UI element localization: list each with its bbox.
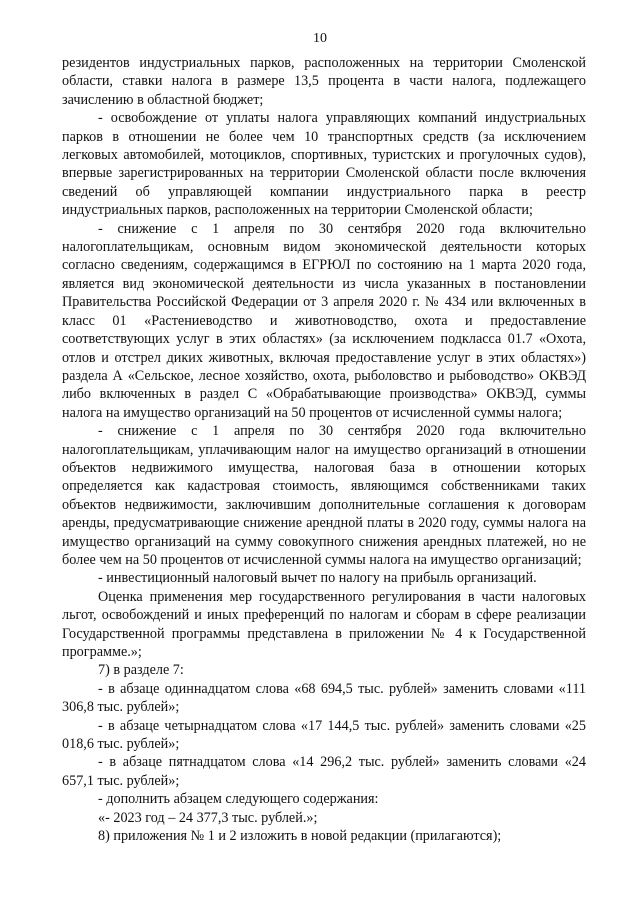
paragraph-appendices: 8) приложения № 1 и 2 изложить в новой редакции (прилагаются); [98, 828, 502, 845]
paragraph-amend-15: - в абзаце пятнадцатом слова «14 296,2 тыс. рублей» заменить словами «24 657,1 тыс. рублей»; [62, 754, 586, 789]
document-body [62, 54, 586, 845]
paragraph-tax-reduction-rent: - снижение с 1 апреля по 30 сентября 2020 года включительно налогоплательщикам, уплачивающим налог на имущество организаций в отношении объектов недвижимого имущества, налоговая база в отношении которых определяется как кадастровая стоимость, являющимся собственниками таких объектов недвижимости, заключившим дополнительные соглашения к договорам аренды, предусматривающие снижение арендной платы в 2020 году, суммы налога на имущество организаций на сумму совокупного снижения арендных платежей, но не более чем на 50 процентов от исчисленной суммы налога на имущество организаций; [62, 423, 586, 568]
paragraph-investment-deduction: - инвестиционный налоговый вычет по налогу на прибыль организаций. [98, 570, 537, 587]
paragraph-amend-11: - в абзаце одиннадцатом слова «68 694,5 тыс. рублей» заменить словами «111 306,8 тыс. рублей»; [62, 680, 586, 716]
paragraph-tax-reduction-okved: - снижение с 1 апреля по 30 сентября 2020 года включительно налогоплательщикам, основным видом экономической деятельности которых согласно сведениям, содержащимся в ЕГРЮЛ по состоянию на 1 марта 2020 года, является вид экономической деятельности из числа указанных в постановлении Правительства Российской Федерации от 3 апреля 2020 г. № 434 или включенных в класс 01 «Растениеводство и животноводство, охота и предоставление соответствующих услуг в этих областях» (за исключением подкласса 01.7 «Охота, отлов и отстрел диких животных, включая предоставление услуг в этих областях») раздела А «Сельское, лесное хозяйство, охота, рыболовство и рыбоводство» ОКВЭД либо включенных в раздел С «Обрабатывающие производства» ОКВЭД, суммы налога на имущество организаций на 50 процентов от исчисленной суммы налога; [62, 220, 586, 421]
paragraph-transport-exemption: - освобождение от уплаты налога управляющих компаний индустриальных парков в отношении не более чем 10 транспортных средств (за исключением легковых автомобилей, мотоциклов, спортивных, туристских и прогулочных судов), впервые зарегистрированных на территории Смоленской области после включения сведений об управляющей компании индустриального парка в реестр индустриальных парков, расположенных на территории Смоленской области; [62, 110, 586, 219]
paragraph-section-7: 7) в разделе 7: [98, 662, 184, 679]
paragraph-amend-14: - в абзаце четырнадцатом слова «17 144,5 тыс. рублей» заменить словами «25 018,6 тыс. рублей»; [62, 717, 586, 753]
paragraph-add-clause: - дополнить абзацем следующего содержания: [98, 791, 379, 808]
paragraph-continuation: резидентов индустриальных парков, расположенных на территории Смоленской области, ставки налога в размере 13,5 процента в части налога, подлежащего зачислению в областной бюджет; [62, 55, 586, 108]
paragraph-2023-amount: «- 2023 год – 24 377,3 тыс. рублей.»; [98, 809, 318, 826]
paragraph-assessment: Оценка применения мер государственного регулирования в части налоговых льгот, освобождений и иных преференций по налогам и сборам в сфере реализации Государственной программы представлена в приложении № 4 к Государственной программе.»; [62, 588, 586, 660]
page-number: 10 [313, 31, 327, 46]
